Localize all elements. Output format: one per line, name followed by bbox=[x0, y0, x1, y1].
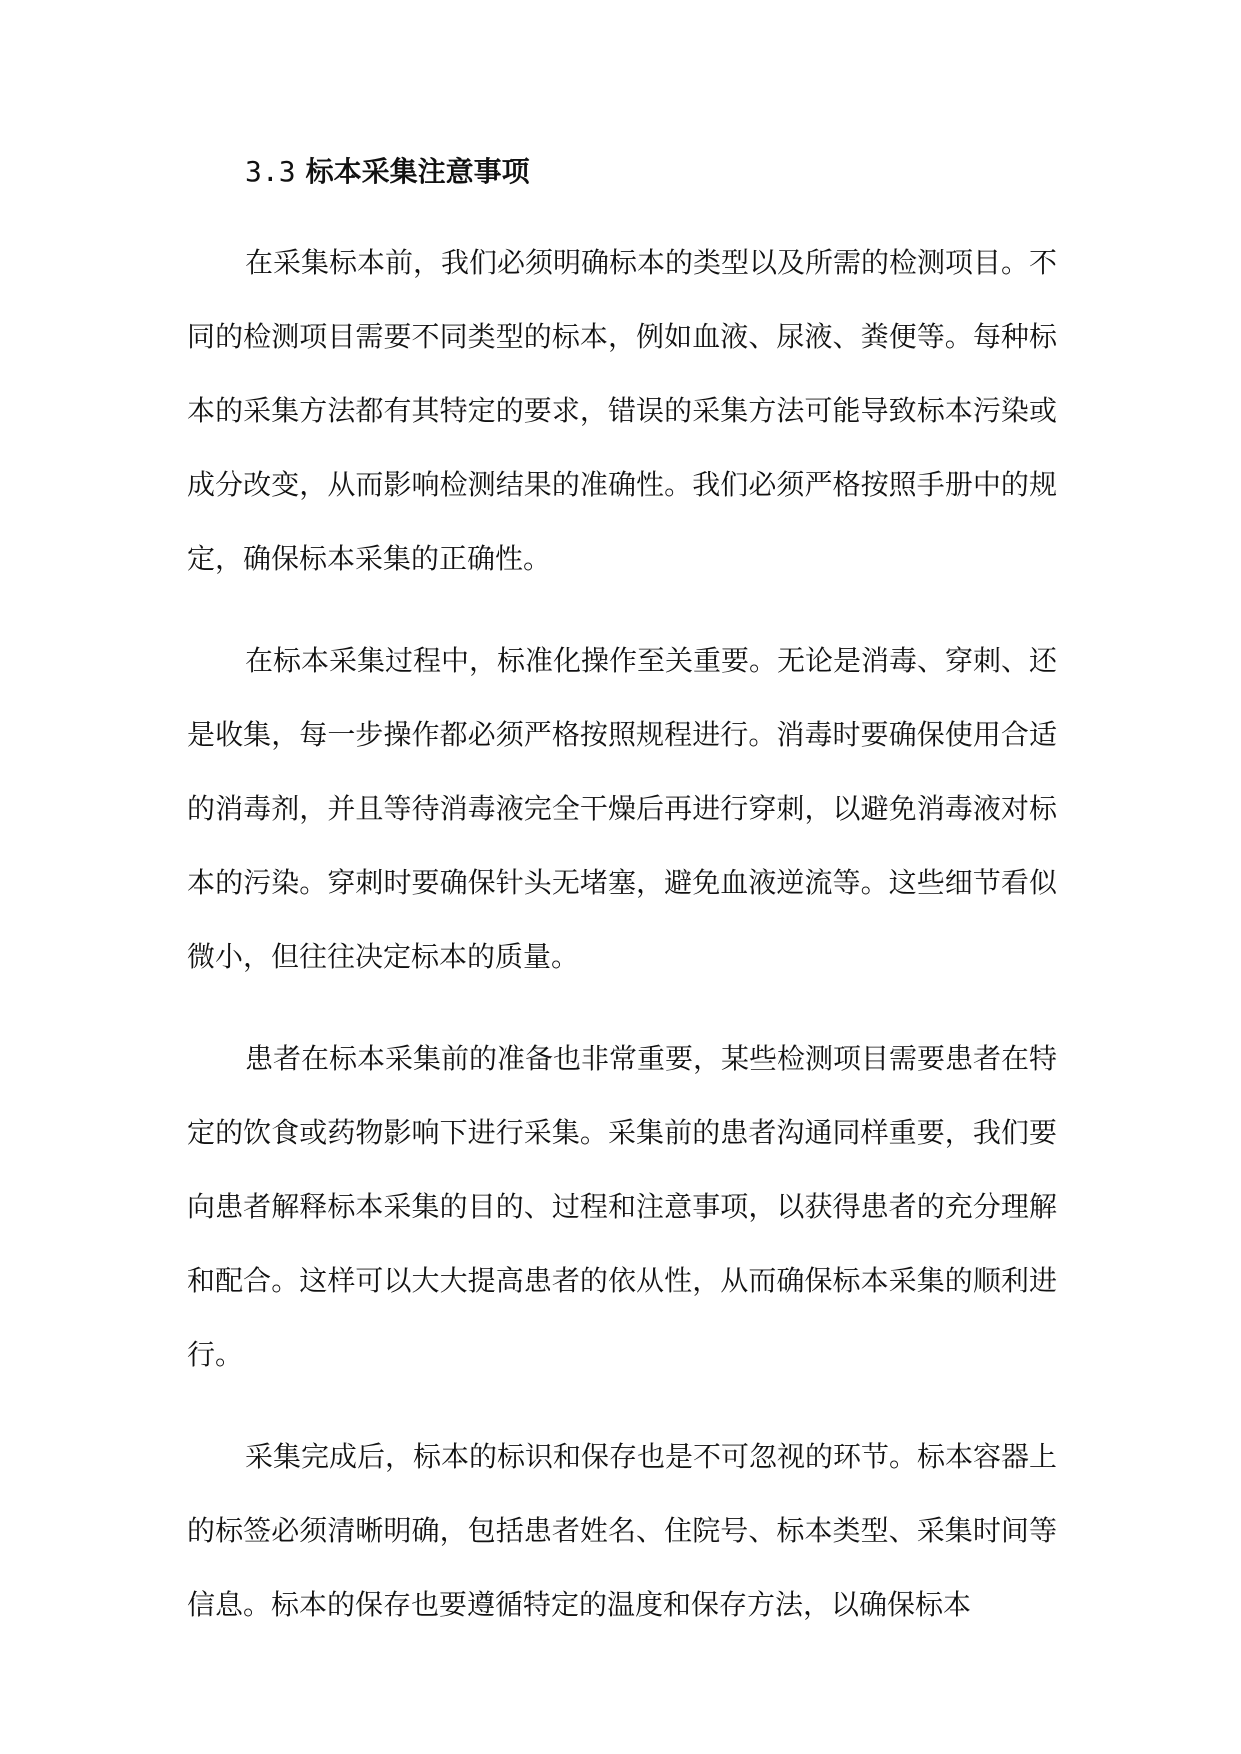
section-number: 3.3 bbox=[245, 155, 296, 188]
paragraph: 采集完成后，标本的标识和保存也是不可忽视的环节。标本容器上的标签必须清晰明确，包括患者姓名、住院号、标本类型、采集时间等信息。标本的保存也要遵循特定的温度和保存方法，以确保标本 bbox=[187, 1440, 1058, 1621]
paragraph: 在标本采集过程中，标准化操作至关重要。无论是消毒、穿刺、还是收集，每一步操作都必须严格按照规程进行。消毒时要确保使用合适的消毒剂，并且等待消毒液完全干燥后再进行穿刺，以避免消毒液对标本的污染。穿刺时要确保针头无堵塞，避免血液逆流等。这些细节看似微小，但往往决定标本的质量。 bbox=[187, 644, 1058, 973]
section-title: 标本采集注意事项 bbox=[305, 155, 530, 188]
document-body bbox=[187, 148, 1057, 1642]
paragraph: 在采集标本前，我们必须明确标本的类型以及所需的检测项目。不同的检测项目需要不同类型的标本，例如血液、尿液、粪便等。每种标本的采集方法都有其特定的要求，错误的采集方法可能导致标本污染或成分改变，从而影响检测结果的准确性。我们必须严格按照手册中的规定，确保标本采集的正确性。 bbox=[187, 246, 1058, 575]
paragraph: 患者在标本采集前的准备也非常重要，某些检测项目需要患者在特定的饮食或药物影响下进行采集。采集前的患者沟通同样重要，我们要向患者解释标本采集的目的、过程和注意事项，以获得患者的充分理解和配合。这样可以大大提高患者的依从性，从而确保标本采集的顺利进行。 bbox=[187, 1042, 1058, 1371]
section-heading bbox=[187, 148, 1057, 196]
